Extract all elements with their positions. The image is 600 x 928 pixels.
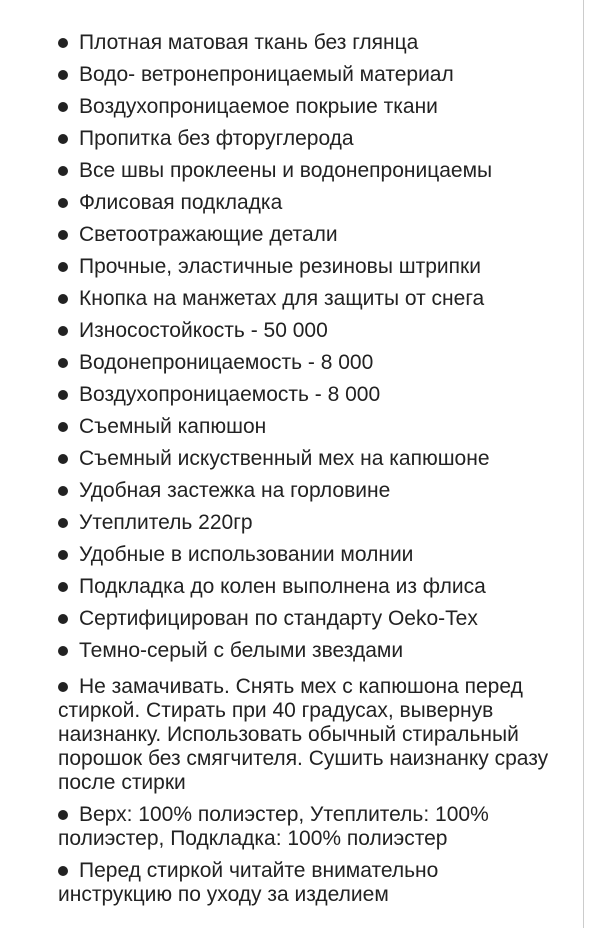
- list-item: [58, 475, 558, 507]
- list-item: [58, 571, 558, 603]
- bullet-icon: [58, 866, 68, 876]
- bullet-icon: [58, 230, 68, 240]
- list-item: [58, 507, 558, 539]
- list-item-composition: [58, 803, 558, 851]
- bullet-icon: [58, 198, 68, 208]
- list-item-text: Утеплитель 220гр: [79, 511, 253, 534]
- bullet-icon: [58, 358, 68, 368]
- list-item-text: Воздухопроницаемое покрыие ткани: [79, 95, 438, 118]
- list-item-text: Флисовая подкладка: [79, 191, 283, 214]
- list-item: [58, 539, 558, 571]
- list-item-text: Пропитка без фторуглерода: [79, 127, 354, 150]
- list-item-text: Водо- ветронепроницаемый материал: [79, 63, 454, 86]
- list-item: [58, 443, 558, 475]
- list-item: [58, 411, 558, 443]
- bullet-icon: [58, 326, 68, 336]
- bullet-icon: [58, 614, 68, 624]
- bullet-icon: [58, 390, 68, 400]
- list-item-text: Подкладка до колен выполнена из флиса: [79, 575, 486, 598]
- list-item: [58, 635, 558, 667]
- list-item-text: Все швы проклеены и водонепроницаемы: [79, 159, 493, 182]
- list-item: [58, 379, 558, 411]
- bullet-icon: [58, 550, 68, 560]
- bullet-icon: [58, 38, 68, 48]
- list-item-text: Темно-серый с белыми звездами: [79, 639, 404, 662]
- bullet-icon: [58, 294, 68, 304]
- list-item: [58, 251, 558, 283]
- list-item-text: Удобные в использовании молнии: [79, 543, 414, 566]
- list-item: [58, 315, 558, 347]
- bullet-icon: [58, 102, 68, 112]
- list-item-text: Светоотражающие детали: [79, 223, 338, 246]
- list-item: [58, 27, 558, 59]
- bullet-icon: [58, 134, 68, 144]
- list-item-text: Верх: 100% полиэстер, Утеплитель: 100% полиэстер, Подкладка: 100% полиэстер: [58, 803, 489, 850]
- list-item-text: Прочные, эластичные резиновы штрипки: [79, 255, 481, 278]
- list-item-text: Плотная матовая ткань без глянца: [79, 31, 419, 54]
- bullet-icon: [58, 422, 68, 432]
- list-item-text: Удобная застежка на горловине: [79, 479, 391, 502]
- list-item: [58, 123, 558, 155]
- list-item: [58, 91, 558, 123]
- bullet-icon: [58, 262, 68, 272]
- list-item-text: Перед стиркой читайте внимательно инструкцию по уходу за изделием: [58, 859, 439, 906]
- list-item: [58, 347, 558, 379]
- list-item-text: Воздухопроницаемость - 8 000: [79, 383, 381, 406]
- list-item-text: Кнопка на манжетах для защиты от снега: [79, 287, 485, 310]
- bullet-icon: [58, 582, 68, 592]
- bullet-icon: [58, 810, 68, 820]
- content-border: [583, 0, 584, 928]
- bullet-icon: [58, 518, 68, 528]
- list-item: [58, 59, 558, 91]
- list-item-text: Износостойкость - 50 000: [79, 319, 328, 342]
- bullet-icon: [58, 682, 68, 692]
- list-item-text: Съемный искуственный мех на капюшоне: [79, 447, 490, 470]
- bullet-icon: [58, 454, 68, 464]
- list-item: [58, 187, 558, 219]
- list-item-care-instructions: [58, 675, 558, 795]
- list-item: [58, 603, 558, 635]
- list-item-washing-note: [58, 859, 558, 907]
- list-item-text: Сертифицирован по стандарту Oeko-Tex: [79, 607, 478, 630]
- list-item-text: Водонепроницаемость - 8 000: [79, 351, 374, 374]
- list-item: [58, 219, 558, 251]
- bullet-icon: [58, 166, 68, 176]
- list-item-text: Не замачивать. Снять мех с капюшона перед стиркой. Стирать при 40 градусах, вывернув наизнанку. Использовать обычный стиральный порошок без смягчителя. Сушить наизнанку сразу после стирки: [58, 675, 549, 794]
- bullet-icon: [58, 70, 68, 80]
- bullet-icon: [58, 486, 68, 496]
- bullet-icon: [58, 646, 68, 656]
- list-item: [58, 155, 558, 187]
- list-item-text: Съемный капюшон: [79, 415, 267, 438]
- list-item: [58, 283, 558, 315]
